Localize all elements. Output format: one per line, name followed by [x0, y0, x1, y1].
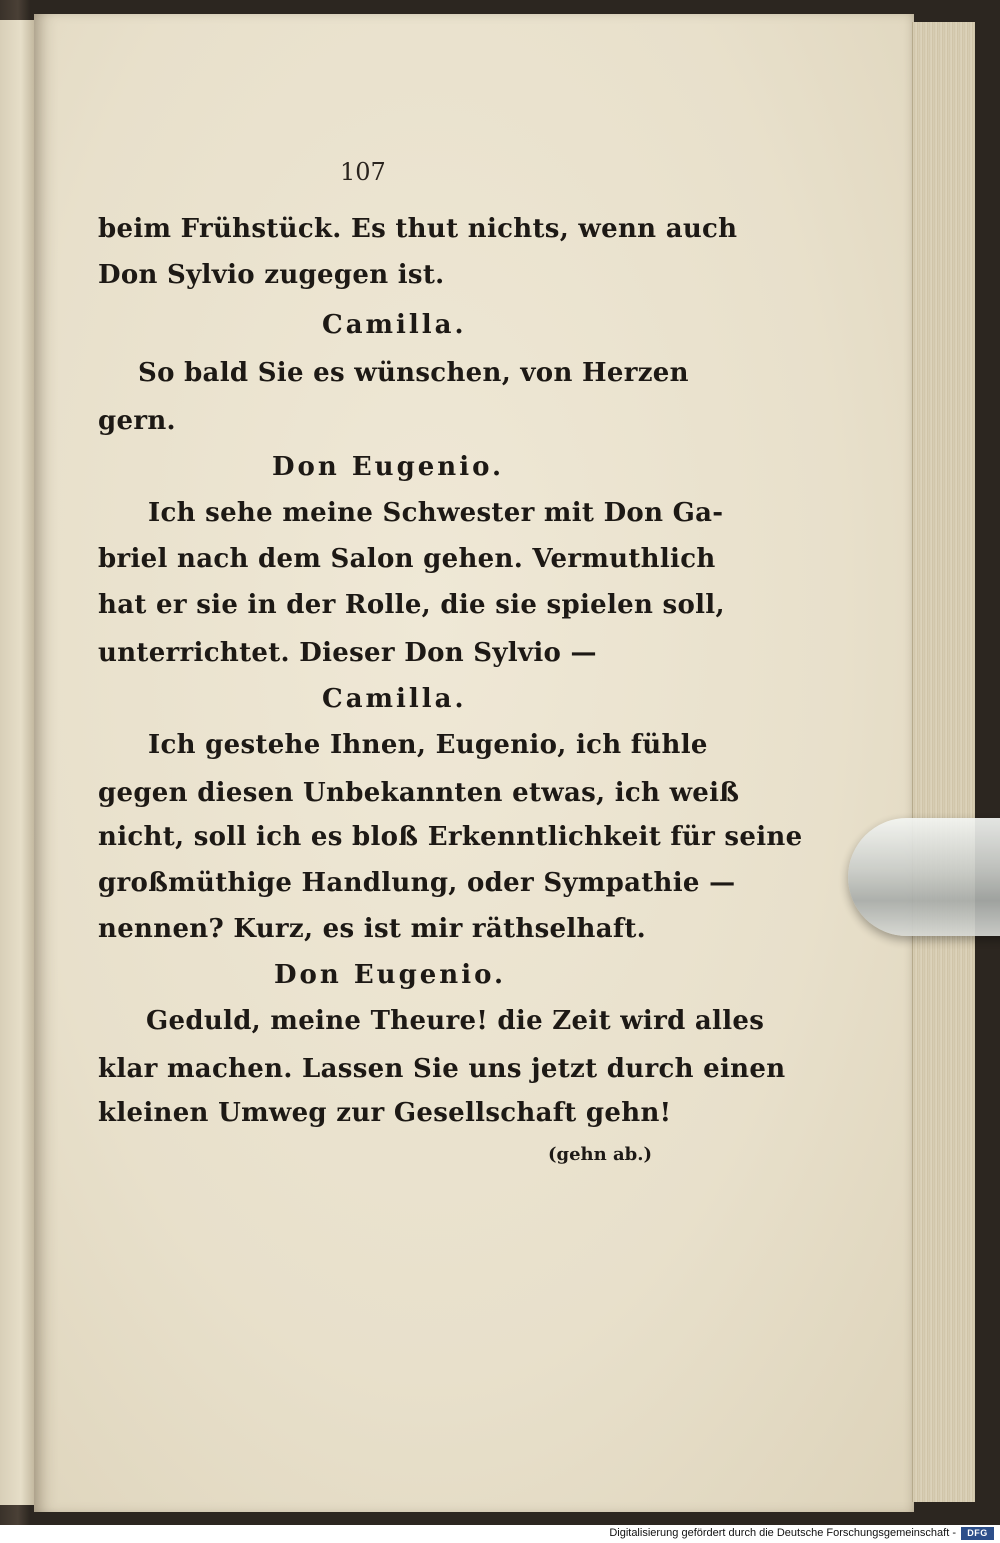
text-line: klar machen. Lassen Sie uns jetzt durch einen [98, 1054, 786, 1084]
text-line: hat er sie in der Rolle, die sie spielen soll, [98, 590, 725, 620]
speaker-heading: Don Eugenio. [274, 960, 507, 990]
text-line: gern. [98, 406, 176, 436]
left-page-edge [0, 20, 38, 1505]
text-line: großmüthige Handlung, oder Sympathie — [98, 868, 736, 898]
page-number: 107 [340, 158, 386, 186]
speaker-heading: Don Eugenio. [272, 452, 505, 482]
text-line: So bald Sie es wünschen, von Herzen [138, 358, 689, 388]
digitization-credit: Digitalisierung gefördert durch die Deutsche Forschungsgemeinschaft - [609, 1527, 956, 1539]
text-line: Don Sylvio zugegen ist. [98, 260, 445, 290]
text-line: Ich gestehe Ihnen, Eugenio, ich fühle [148, 730, 708, 760]
text-line: briel nach dem Salon gehen. Vermuthlich [98, 544, 716, 574]
text-line: unterrichtet. Dieser Don Sylvio — [98, 638, 597, 668]
page-stack-edges [912, 22, 975, 1502]
text-line: Ich sehe meine Schwester mit Don Ga- [148, 498, 724, 528]
text-line: Geduld, meine Theure! die Zeit wird alles [146, 1006, 765, 1036]
text-line: beim Frühstück. Es thut nichts, wenn auch [98, 214, 738, 244]
text-line: nennen? Kurz, es ist mir räthselhaft. [98, 914, 647, 944]
stage-direction: (gehn ab.) [548, 1144, 653, 1165]
glass-page-weight [848, 818, 1000, 936]
text-line: gegen diesen Unbekannten etwas, ich weiß [98, 778, 740, 808]
speaker-heading: Camilla. [322, 310, 467, 340]
text-line: nicht, soll ich es bloß Erkenntlichkeit für seine [98, 822, 803, 852]
speaker-heading: Camilla. [322, 684, 467, 714]
text-line: kleinen Umweg zur Gesellschaft gehn! [98, 1098, 672, 1128]
dfg-logo[interactable]: DFG [961, 1527, 994, 1540]
